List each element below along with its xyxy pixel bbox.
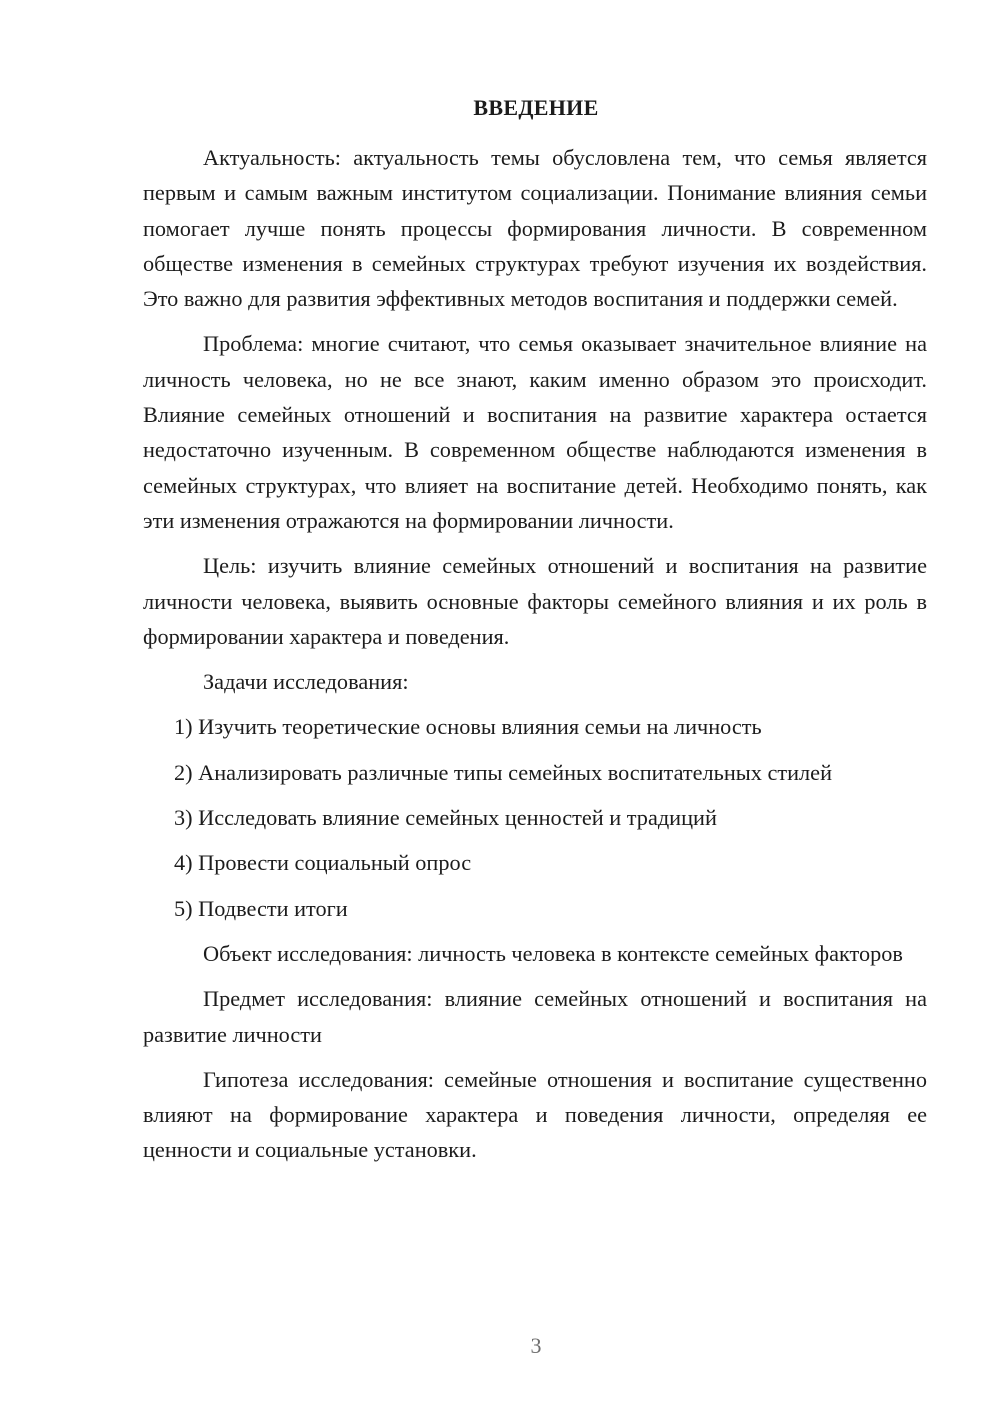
tasks-list: [143, 709, 927, 925]
tasks-label: Задачи исследования:: [203, 669, 409, 695]
paragraph-goal: Цель: изучить влияние семейных отношений и воспитания на развитие личности человека, выявить основные факторы семейного влияния и их роль в формировании характера и поведения.: [143, 553, 927, 649]
paragraph-relevance: Актуальность: актуальность темы обусловлена тем, что семья является первым и самым важным институтом социализации. Понимание влияния семьи помогает лучше понять процессы формирования личности. В современном обществе изменения в семейных структурах требуют изучения их воздействия. Это важно для развития эффективных методов воспитания и поддержки семей.: [143, 145, 927, 312]
list-item: 5) Подвести итоги: [174, 895, 348, 921]
paragraph-subject: Предмет исследования: влияние семейных отношений и воспитания на развитие личности: [143, 986, 927, 1047]
page-title: ВВЕДЕНИЕ: [473, 95, 599, 120]
list-item: 3) Исследовать влияние семейных ценностей и традиций: [174, 805, 717, 831]
list-item: 1) Изучить теоретические основы влияния семьи на личность: [174, 714, 762, 740]
page-number: 3: [530, 1333, 542, 1358]
paragraph-hypothesis: Гипотеза исследования: семейные отношения и воспитание существенно влияют на формирование характера и поведения личности, определяя ее ценности и социальные установки.: [143, 1066, 927, 1163]
paragraph-object: Объект исследования: личность человека в контексте семейных факторов: [203, 940, 903, 966]
document-body: [143, 140, 927, 1178]
list-item: 4) Провести социальный опрос: [174, 850, 472, 876]
list-item: 2) Анализировать различные типы семейных воспитательных стилей: [174, 759, 832, 785]
paragraph-problem: Проблема: многие считают, что семья оказывает значительное влияние на личность человека, но не все знают, каким именно образом это происходит. Влияние семейных отношений и воспитания на развитие характера остается недостаточно изученным. В современном обществе наблюдаются изменения в семейных структурах, что влияет на воспитание детей. Необходимо понять, как эти изменения отражаются на формировании личности.: [143, 331, 927, 533]
